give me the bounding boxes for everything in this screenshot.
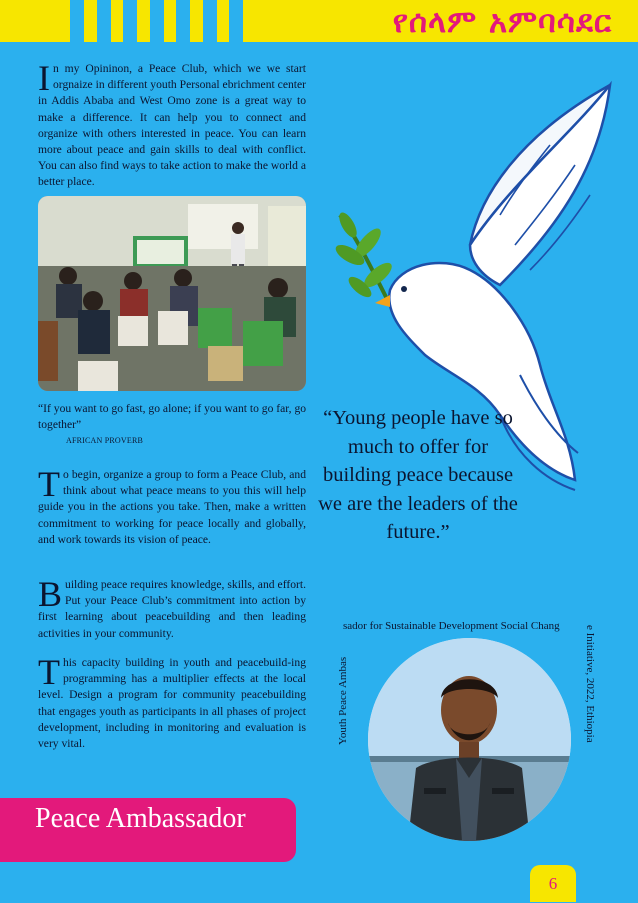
paragraph-organize [38, 464, 306, 548]
portrait-caption-top: sador for Sustainable Development Social Chang [343, 620, 560, 632]
paragraph-text: o begin, organize a group to form a Peace Club, and think about what peace means to you this will help guide you in the actions you take. Then, make a written commitment to working for peace locally and globally, and work towards its vision of peace. [38, 468, 306, 546]
paragraph-text: his capacity building in youth and peacebuild-ing programming has a multiplier effects at the local level. Design a program for community peacebuilding that engages youth as participants in all phases of project development, including in monitoring and evaluation is very vital. [38, 656, 306, 751]
intro-paragraph [38, 58, 306, 191]
portrait-photo [368, 638, 571, 841]
header-stripe [203, 0, 217, 42]
portrait-caption-left: Youth Peace Ambas [337, 656, 349, 745]
header-stripe [123, 0, 137, 42]
person-illustration [368, 638, 571, 841]
portrait-caption-right: e Initiative, 2022, Ethiopia [584, 625, 596, 743]
drop-cap: I [38, 58, 50, 98]
banner-label: Peace Ambassador [35, 803, 246, 834]
header-stripe [176, 0, 190, 42]
drop-cap: T [38, 652, 60, 692]
intro-text: n my Opininon, a Peace Club, which we we start orgnaize in different youth Personal ebrichment center in Addis Ababa and West Omo zone is a great way to make a difference. It can help you to connect and organize with others interested in peace. You can learn more about peace and gain skills to deal with conflict. You can also find ways to take action to make the world a better place. [38, 62, 306, 189]
header-stripe [97, 0, 111, 42]
workshop-photo [38, 196, 306, 391]
drop-cap: B [38, 574, 63, 614]
header-stripe [229, 0, 243, 42]
drop-cap: T [38, 464, 60, 504]
proverb-attribution: AFRICAN PROVERB [66, 436, 144, 445]
paragraph-text: uilding peace requires knowledge, skills, and effort. Put your Peace Club’s commitment into action by first learning about peacebuilding and then leading activities in your community. [38, 578, 306, 640]
header-stripe [150, 0, 164, 42]
proverb-quote: “If you want to go fast, go alone; if you want to go far, go together” [38, 402, 307, 431]
paragraph-capacity [38, 652, 306, 752]
paragraph-building [38, 574, 306, 642]
workshop-illustration [38, 196, 306, 391]
pull-quote: “Young people have so much to offer for building peace because we are the leaders of the future.” [318, 407, 518, 543]
header-stripe [70, 0, 84, 42]
page-title: የሰላም አምባሳደር [392, 4, 612, 40]
page-number: 6 [530, 865, 576, 902]
